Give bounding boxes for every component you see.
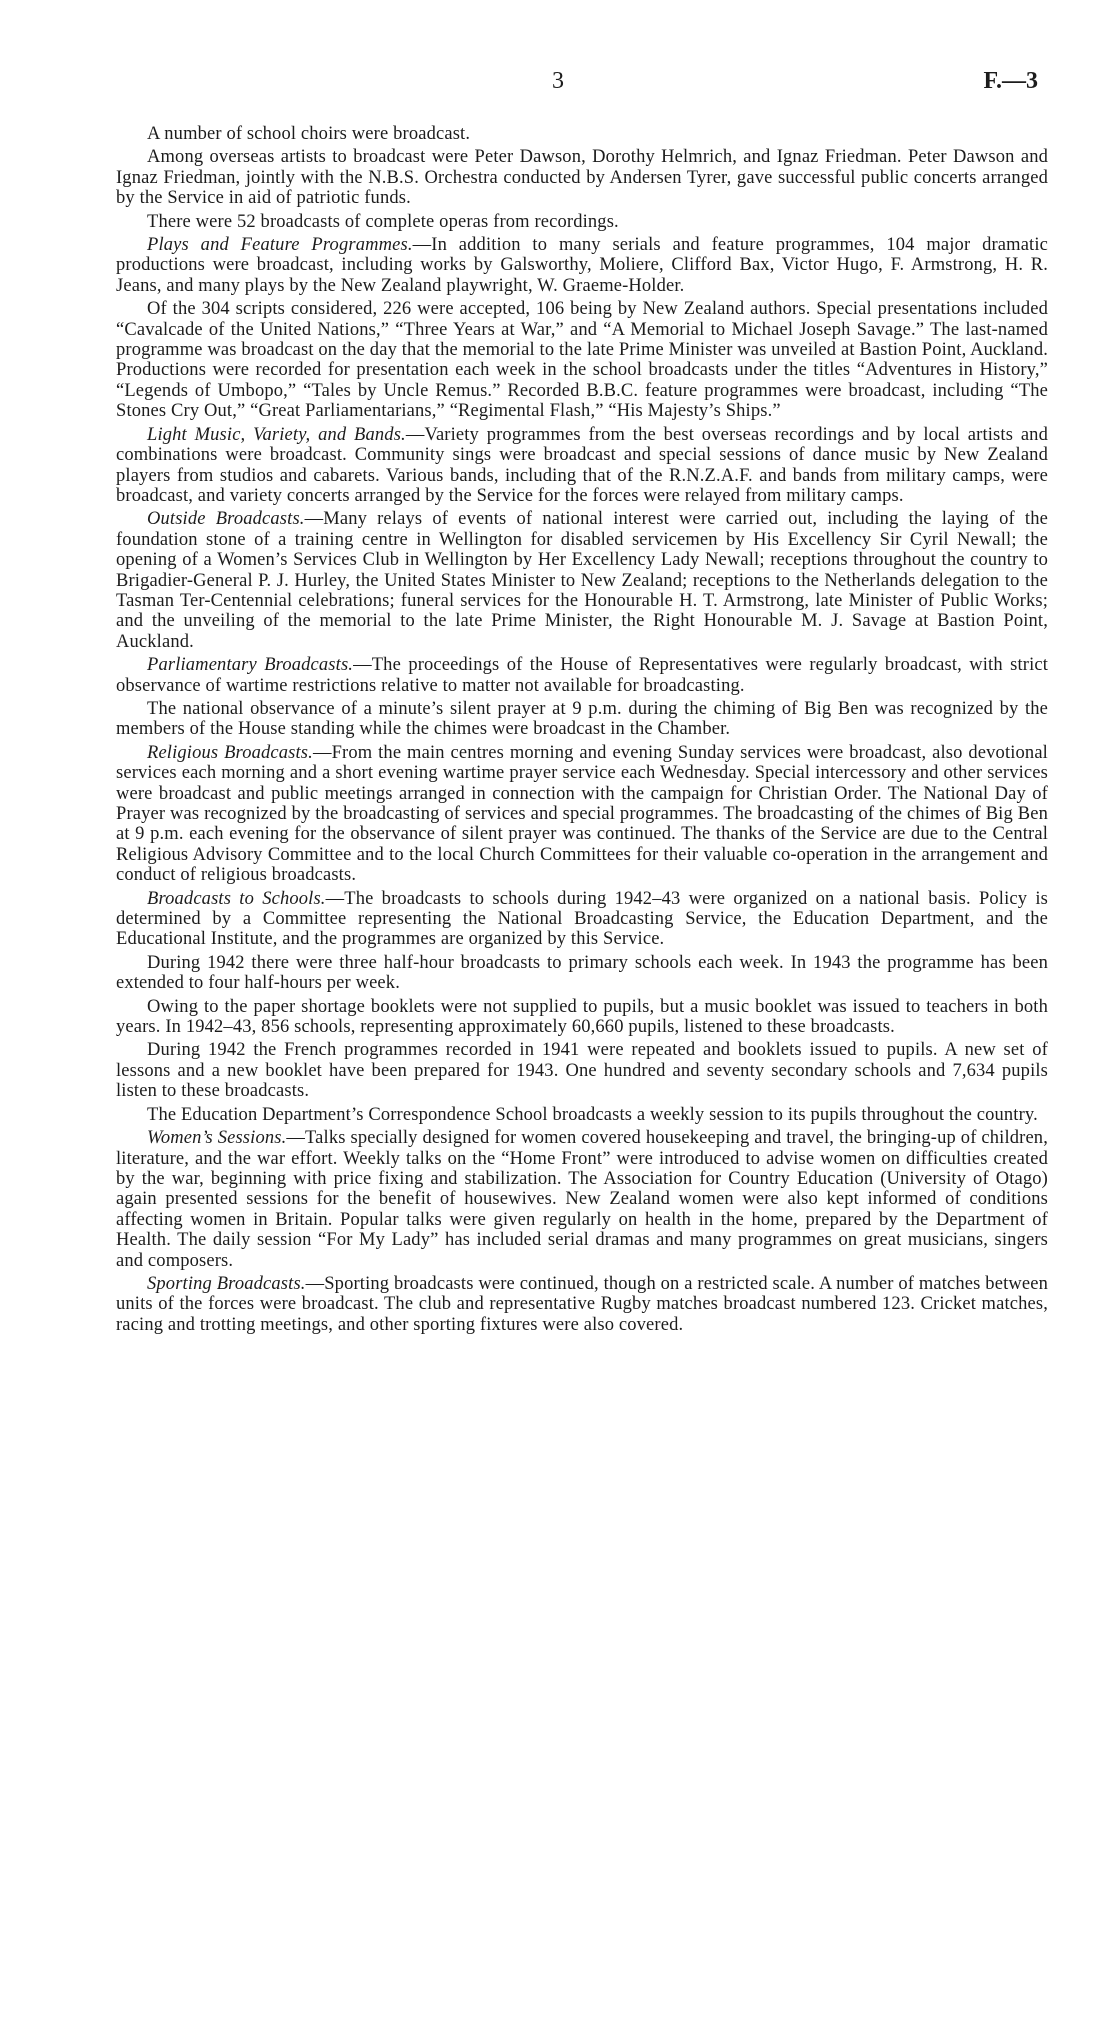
paragraph-plays-features [116, 235, 1048, 296]
paragraph-scripts [116, 299, 1048, 421]
paragraph-religious [116, 743, 1048, 886]
paragraph-text: —The broadcasts to schools during 1942–43 were organized on a national basis. Policy is determined by a Committee representing the National Broadcasting Service, the Education Department, and the Educational Institute, and the programmes are organized by this Service. [116, 888, 1048, 950]
paragraph-lead: Outside Broadcasts. [147, 509, 305, 530]
document-reference: F.—3 [983, 68, 1038, 94]
paragraph-text: During 1942 the French programmes recorded in 1941 were repeated and booklets issued to pupils. A new set of lessons and a new booklet have been prepared for 1943. One hundred and seventy secondary schools and 7,634 pupils listen to these broadcasts. [116, 1040, 1048, 1102]
paragraph-light-music [116, 425, 1048, 507]
body-text [116, 124, 1048, 1335]
page-number: 3 [552, 68, 564, 94]
paragraph-lead: Plays and Feature Programmes. [147, 235, 413, 256]
paragraph-text: —In addition to many serials and feature programmes, 104 major dramatic productions were broadcast, including works by Galsworthy, Moliere, Clifford Bax, Victor Hugo, F. Armstrong, H. R. Jeans, and many plays by the New Zealand playwright, W. Graeme-Holder. [116, 235, 1048, 296]
paragraph-lead: Parliamentary Broadcasts. [147, 655, 354, 676]
paragraph-text: A number of school choirs were broadcast. [147, 124, 471, 144]
paragraph-sporting [116, 1274, 1048, 1335]
paragraph-correspondence [116, 1105, 1048, 1125]
paragraph-text: The Education Department’s Correspondence School broadcasts a weekly session to its pupils throughout the country. [147, 1104, 1038, 1125]
paragraph-text: —Talks specially designed for women covered housekeeping and travel, the bringing-up of children, literature, and the war effort. Weekly talks on the “Home Front” were introduced to advise women on difficulties created by the war, beginning with price fixing and stabilization. The Association for Country Education (University of Otago) again presented sessions for the benefit of housewives. New Zealand women were also kept informed of conditions affecting women in Britain. Popular talks were given regularly on health in the home, prepared by the Department of Health. The daily session “For My Lady” has included serial dramas and many programmes on great musicians, singers and composers. [116, 1128, 1048, 1271]
paragraph-text: —From the main centres morning and evening Sunday services were broadcast, also devotional services each morning and a short evening wartime prayer service each Wednesday. Special intercessory and other services were broadcast and public meetings arranged in connection with the campaign for Christian Order. The National Day of Prayer was recognized by the broadcasting of services and special programmes. The broadcasting of the chimes of Big Ben at 9 p.m. each evening for the observance of silent prayer was continued. The thanks of the Service are due to the Central Religious Advisory Committee and to the local Church Committees for their valuable co-operation in the arrangement and conduct of religious broadcasts. [116, 742, 1048, 886]
paragraph-silent-prayer [116, 699, 1048, 740]
paragraph-text: The national observance of a minute’s silent prayer at 9 p.m. during the chiming of Big Ben was recognized by the members of the House standing while the chimes were broadcast in the Chamber. [116, 698, 1048, 740]
paragraph-overseas-artists [116, 147, 1048, 208]
paragraph-operas [116, 212, 1048, 232]
paragraph-booklets [116, 997, 1048, 1038]
paragraph-lead: Broadcasts to Schools. [147, 888, 326, 909]
paragraph-outside-broadcasts [116, 509, 1048, 652]
paragraph-lead: Light Music, Variety, and Bands. [147, 424, 406, 445]
paragraph-text: —Variety programmes from the best overseas recordings and by local artists and combinations were broadcast. Community sings were broadcast and special sessions of dance music by New Zealand players from studios and cabarets. Various bands, including that of the R.N.Z.A.F. and bands from military camps, were broadcast, and variety concerts arranged by the Service for the forces were relayed from military camps. [116, 424, 1048, 506]
paragraph-lead: Sporting Broadcasts. [147, 1273, 306, 1294]
paragraph-parliamentary [116, 655, 1048, 696]
page-header [116, 60, 1048, 102]
paragraph-school-choirs [116, 124, 1048, 144]
paragraph-womens-sessions [116, 1128, 1048, 1271]
paragraph-text: During 1942 there were three half-hour broadcasts to primary schools each week. In 1943 the programme has been extended to four half-hours per week. [116, 952, 1048, 994]
paragraph-primary-schools [116, 953, 1048, 994]
paragraph-text: —The proceedings of the House of Representatives were regularly broadcast, with strict observance of wartime restrictions relative to matter not available for broadcasting. [116, 655, 1049, 696]
paragraph-text: Of the 304 scripts considered, 226 were accepted, 106 being by New Zealand authors. Special presentations included “Cavalcade of the United Nations,” “Three Years at War,” and “A Memorial to Michael Joseph Savage.” The last-named programme was broadcast on the day that the memorial to the late Prime Minister was unveiled at Bastion Point, Auckland. Productions were recorded for presentation each week in the school broadcasts under the titles “Adventures in History,” “Legends of Umbopo,” “Tales by Uncle Remus.” Recorded B.B.C. feature programmes were broadcast, including “The Stones Cry Out,” “Great Parliamentarians,” “Regimental Flash,” “His Majesty’s Ships.” [116, 299, 1048, 422]
paragraph-schools [116, 889, 1048, 950]
paragraph-lead: Religious Broadcasts. [147, 742, 313, 763]
paragraph-lead: Women’s Sessions. [147, 1128, 287, 1149]
paragraph-text: Among overseas artists to broadcast were Peter Dawson, Dorothy Helmrich, and Ignaz Friedman. Peter Dawson and Ignaz Friedman, jointly with the N.B.S. Orchestra conducted by Andersen Tyrer, gave successful public concerts arranged by the Service in aid of patriotic funds. [116, 147, 1048, 209]
paragraph-french [116, 1040, 1048, 1101]
paragraph-text: There were 52 broadcasts of complete operas from recordings. [147, 211, 619, 232]
paragraph-text: —Many relays of events of national interest were carried out, including the laying of the foundation stone of a training centre in Wellington for disabled servicemen by His Excellency Sir Cyril Newall; the opening of a Women’s Services Club in Wellington by Her Excellency Lady Newall; receptions throughout the country to Brigadier-General P. J. Hurley, the United States Minister to New Zealand; receptions to the Netherlands delegation to the Tasman Ter-Centennial celebrations; funeral services for the Honourable H. T. Armstrong, late Minister of Public Works; and the unveiling of the memorial to the late Prime Minister, the Right Honourable M. J. Savage at Bastion Point, Auckland. [116, 509, 1048, 652]
paragraph-text: Owing to the paper shortage booklets were not supplied to pupils, but a music booklet was issued to teachers in both years. In 1942–43, 856 schools, representing approximately 60,660 pupils, listened to these broadcasts. [116, 996, 1048, 1038]
paragraph-text: —Sporting broadcasts were continued, though on a restricted scale. A number of matches between units of the forces were broadcast. The club and representative Rugby matches broadcast numbered 123. Cricket matches, racing and trotting meetings, and other sporting fixtures were also covered. [116, 1273, 1048, 1335]
document-page [116, 60, 1048, 1338]
